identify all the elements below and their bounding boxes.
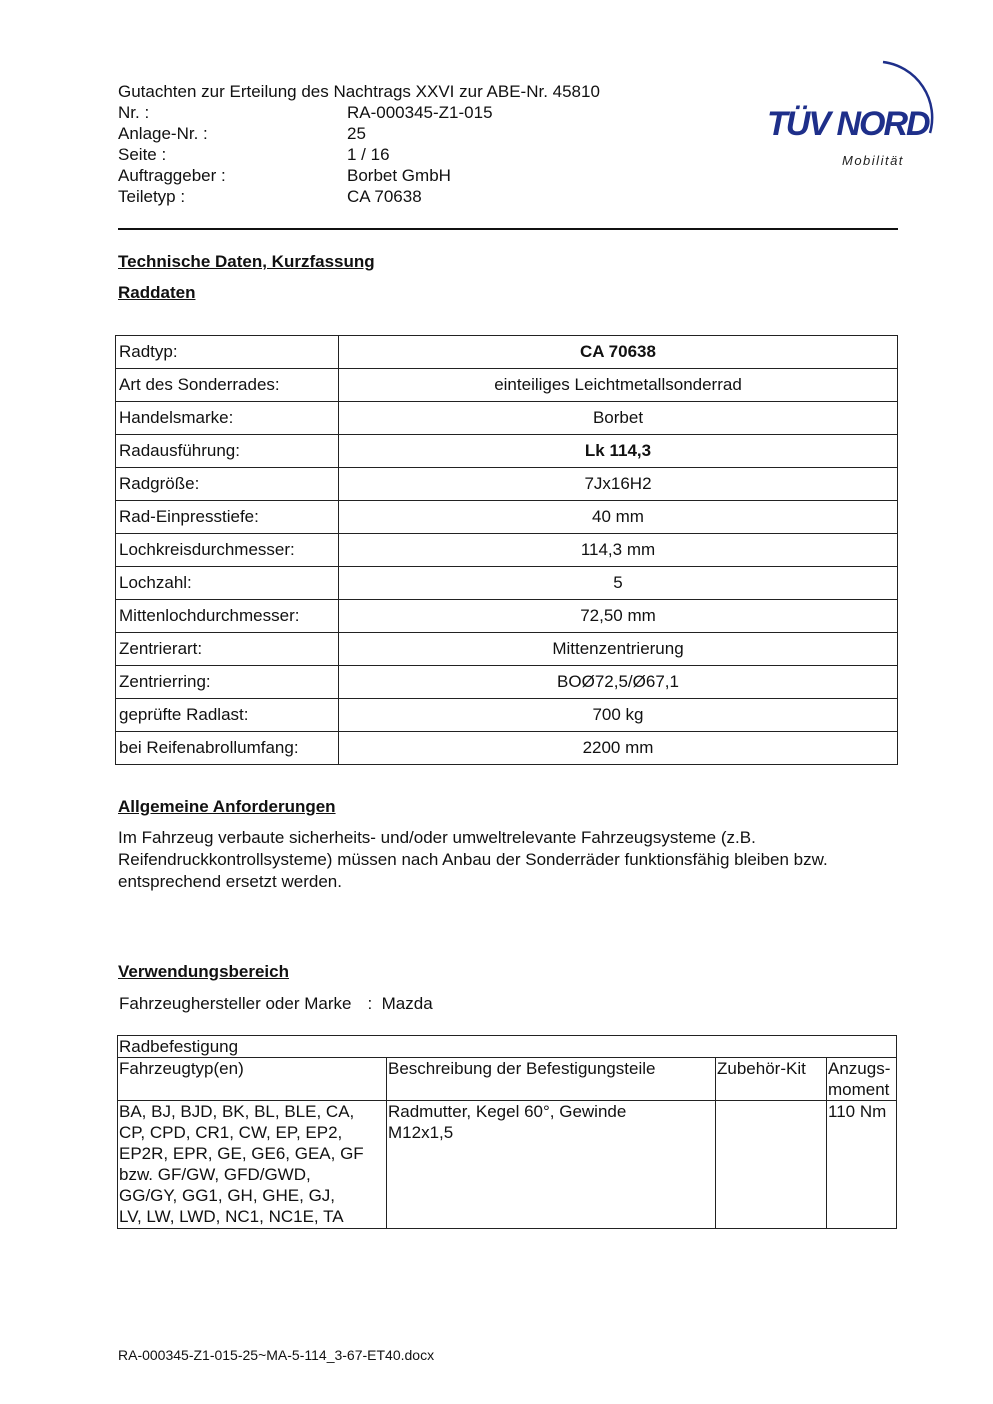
row-value: Borbet [339,402,898,435]
header-field-row [118,186,600,207]
row-label: geprüfte Radlast: [116,699,339,732]
wheel-fixing-table [117,1035,897,1229]
row-label: Rad-Einpresstiefe: [116,501,339,534]
general-requirements-text [118,827,908,893]
row-value: 5 [339,567,898,600]
tuev-nord-logo [765,58,945,173]
row-value: einteiliges Leichtmetallsonderrad [339,369,898,402]
manufacturer-line [119,994,433,1014]
logo-sub-text: Mobilität [842,153,904,168]
row-label: Radgröße: [116,468,339,501]
header-field-value: 1 / 16 [347,145,390,164]
header-field-label: Teiletyp : [118,187,186,206]
paragraph-line: Im Fahrzeug verbaute sicherheits- und/oder umweltrelevante Fahrzeugsysteme (z.B. [118,828,756,847]
table-row [116,501,898,534]
row-value: 72,50 mm [339,600,898,633]
header-field-row [118,165,600,186]
cell-fixing-description: Radmutter, Kegel 60°, Gewinde M12x1,5 [387,1101,716,1229]
footer-filename: RA-000345-Z1-015-25~MA-5-114_3-67-ET40.docx [118,1347,435,1363]
col-header-types: Fahrzeugtyp(en) [118,1058,387,1101]
header-field-label: Anlage-Nr. : [118,124,208,143]
row-value: Mittenzentrierung [339,633,898,666]
wheel-data-table [115,335,898,765]
table-row [116,336,898,369]
row-label: Zentrierart: [116,633,339,666]
table-row [116,600,898,633]
manufacturer-value: Mazda [381,994,433,1013]
row-value: 700 kg [339,699,898,732]
header-field-value: 25 [347,124,366,143]
table-row [116,699,898,732]
header-field-row [118,102,600,123]
general-requirements-title: Allgemeine Anforderungen [118,797,336,816]
document-title: Gutachten zur Erteilung des Nachtrags XXVI zur ABE-Nr. 45810 [118,82,600,101]
row-value: 2200 mm [339,732,898,765]
col-header-description: Beschreibung der Befestigungsteile [387,1058,716,1101]
manufacturer-label: Fahrzeughersteller oder Marke [119,994,352,1013]
header-field-value: RA-000345-Z1-015 [347,103,493,122]
logo-brand-text: TÜV NORD [767,105,929,143]
header-field-label: Auftraggeber : [118,166,226,185]
header-field-row [118,144,600,165]
table-row [116,468,898,501]
row-label: Handelsmarke: [116,402,339,435]
row-value: Lk 114,3 [339,435,898,468]
section-subtitle: Raddaten [118,283,196,302]
row-label: Lochkreisdurchmesser: [116,534,339,567]
header-divider [118,228,898,230]
document-header [118,81,600,207]
header-field-value: CA 70638 [347,187,422,206]
cell-accessory-kit [716,1101,827,1229]
paragraph-line: Reifendruckkontrollsysteme) müssen nach Anbau der Sonderräder funktionsfähig bleiben bzw. [118,850,828,869]
row-value: 114,3 mm [339,534,898,567]
row-label: Art des Sonderrades: [116,369,339,402]
table-row [116,369,898,402]
row-label: Lochzahl: [116,567,339,600]
table-row [116,666,898,699]
cell-vehicle-types: BA, BJ, BJD, BK, BL, BLE, CA, CP, CPD, CR1, CW, EP, EP2, EP2R, EPR, GE, GE6, GEA, GF bzw. GF/GW, GFD/GWD, GG/GY, GG1, GH, GHE, GJ, LV, LW, LWD, NC1, NC1E, TA [118,1101,387,1229]
table-row [116,435,898,468]
header-field-label: Nr. : [118,103,150,122]
row-label: Radtyp: [116,336,339,369]
manufacturer-separator: : [367,994,373,1013]
usage-title: Verwendungsbereich [118,962,289,981]
table-row [116,402,898,435]
col-header-torque: Anzugs- moment [827,1058,897,1101]
cell-torque: 110 Nm [827,1101,897,1229]
paragraph-line: entsprechend ersetzt werden. [118,872,342,891]
row-label: Mittenlochdurchmesser: [116,600,339,633]
table-row [116,567,898,600]
table-row [116,534,898,567]
row-label: bei Reifenabrollumfang: [116,732,339,765]
row-value: CA 70638 [339,336,898,369]
section-title: Technische Daten, Kurzfassung [118,252,375,271]
row-value: 7Jx16H2 [339,468,898,501]
row-label: Radausführung: [116,435,339,468]
table-row [116,732,898,765]
col-header-kit: Zubehör-Kit [716,1058,827,1101]
fixing-table-caption: Radbefestigung [118,1036,897,1058]
header-field-row [118,123,600,144]
table-row [116,633,898,666]
row-value: 40 mm [339,501,898,534]
header-field-label: Seite : [118,145,167,164]
row-value: BOØ72,5/Ø67,1 [339,666,898,699]
header-field-value: Borbet GmbH [347,166,451,185]
header-fields [118,102,600,207]
row-label: Zentrierring: [116,666,339,699]
